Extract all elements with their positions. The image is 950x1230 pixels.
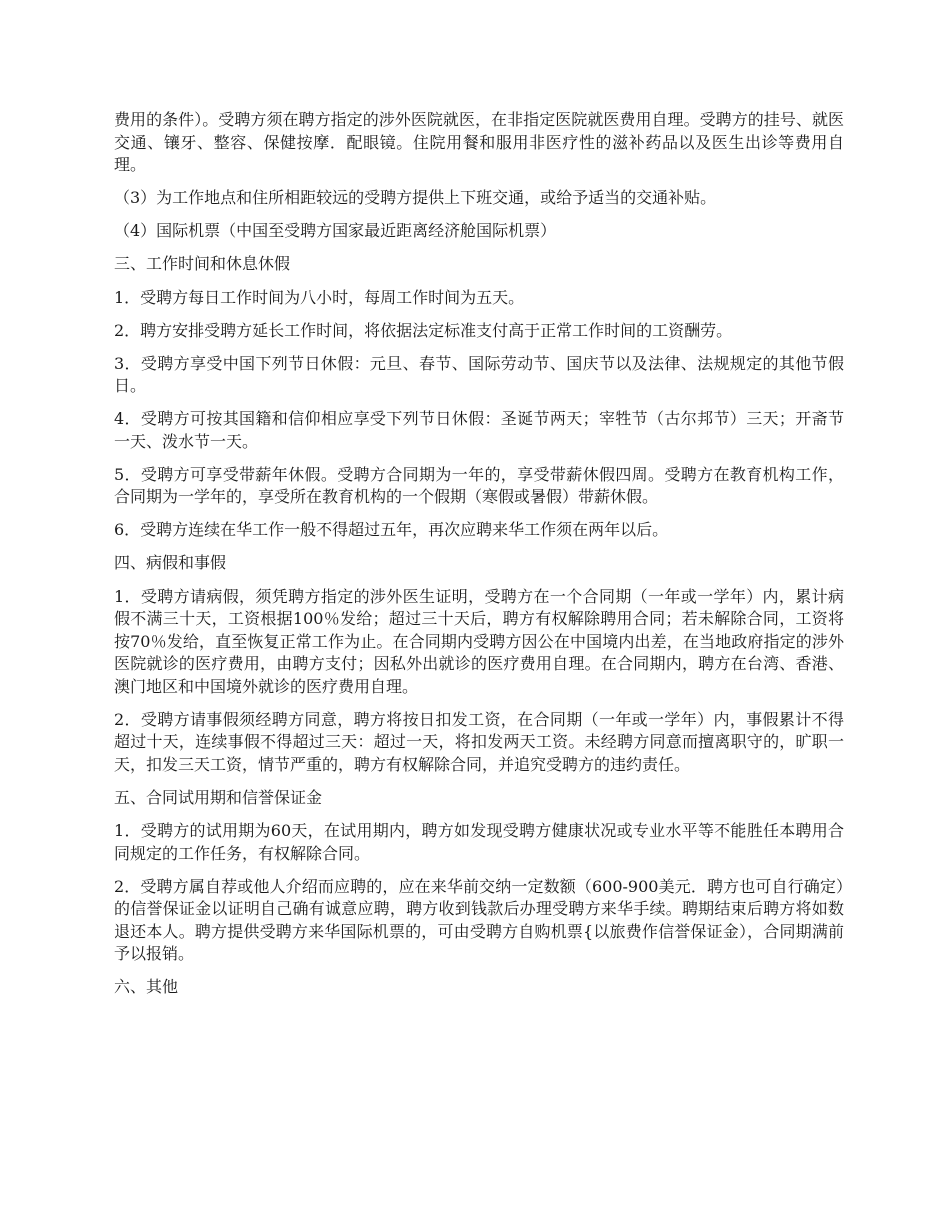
section-heading-probation: 五、合同试用期和信誉保证金 <box>114 787 323 807</box>
paragraph-deposit: 2．受聘方属自荐或他人介绍而应聘的，应在来华前交纳一定数额（600-900美元．聘方也可自行确定）的信誉保证金以证明自己确有诚意应聘，聘方收到钱款后办理受聘方来华手续。聘期结束后聘方将如数退还本人。聘方提供受聘方来华国际机票的，可由受聘方自购机票{以旅费作信誉保证金），合同期满前予以报销。 <box>114 876 844 963</box>
paragraph-personal-leave: 2．受聘方请事假须经聘方同意，聘方将按日扣发工资，在合同期（一年或一学年）内，事假累计不得超过十天，连续事假不得超过三天：超过一天，将扣发两天工资。未经聘方同意而擅离职守的，旷职一天，扣发三天工资，情节严重的，聘方有权解除合同，并追究受聘方的违约责任。 <box>114 709 844 774</box>
paragraph-china-holidays: 3．受聘方享受中国下列节日休假：元旦、春节、国际劳动节、国庆节以及法律、法规规定的其他节假日。 <box>114 353 844 395</box>
paragraph-airfare: （4）国际机票（中国至受聘方国家最近距离经济舱国际机票） <box>114 221 557 240</box>
document-body <box>114 109 844 1010</box>
section-heading-work-hours: 三、工作时间和休息休假 <box>114 254 291 273</box>
section-heading-sick-leave: 四、病假和事假 <box>114 553 227 572</box>
paragraph-medical-expenses: 费用的条件）。受聘方须在聘方指定的涉外医院就医，在非指定医院就医费用自理。受聘方的挂号、就医交通、镶牙、整容、保健按摩．配眼镜。住院用餐和服用非医疗性的滋补药品以及医生出诊等费用自理。 <box>114 110 844 174</box>
paragraph-probation-period: 1．受聘方的试用期为60天，在试用期内，聘方如发现受聘方健康状况或专业水平等不能胜任本聘用合同规定的工作任务，有权解除合同。 <box>114 821 844 863</box>
section-heading-other: 六、其他 <box>114 977 179 996</box>
paragraph-daily-hours: 1．受聘方每日工作时间为八小时，每周工作时间为五天。 <box>114 287 525 307</box>
paragraph-annual-leave: 5．受聘方可享受带薪年休假。受聘方合同期为一年的，享受带薪休假四周。受聘方在教育机构工作，合同期为一学年的，享受所在教育机构的一个假期（寒假或暑假）带薪休假。 <box>114 464 844 506</box>
paragraph-commute: （3）为工作地点和住所相距较远的受聘方提供上下班交通，或给予适当的交通补贴。 <box>114 188 717 207</box>
paragraph-religious-holidays: 4．受聘方可按其国籍和信仰相应享受下列节日休假：圣诞节两天；宰牲节（古尔邦节）三天；开斋节一天、泼水节一天。 <box>114 409 844 451</box>
paragraph-sick-leave: 1．受聘方请病假，须凭聘方指定的涉外医生证明，受聘方在一个合同期（一年或一学年）内，累计病假不满三十天，工资根据100％发给；超过三十天后，聘方有权解除聘用合同；若未解除合同，工资将按70％发给，直至恢复正常工作为止。在合同期内受聘方因公在中国境内出差，在当地政府指定的涉外医院就诊的医疗费用，由聘方支付；因私外出就诊的医疗费用自理。在合同期内，聘方在台湾、香港、澳门地区和中国境外就诊的医疗费用自理。 <box>114 586 844 696</box>
paragraph-overtime: 2．聘方安排受聘方延长工作时间，将依据法定标准支付高于正常工作时间的工资酬劳。 <box>114 320 733 340</box>
paragraph-max-years: 6．受聘方连续在华工作一般不得超过五年，再次应聘来华工作须在两年以后。 <box>114 520 669 539</box>
